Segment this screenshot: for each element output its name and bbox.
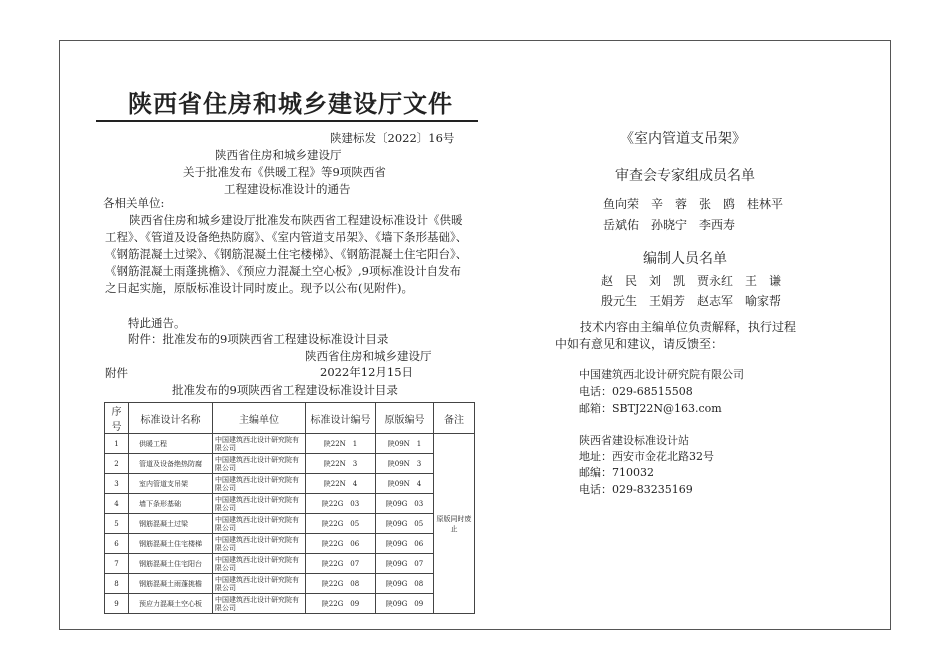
standard-name: 室内管道支吊架 — [129, 474, 213, 494]
appendix-label: 附件 — [105, 366, 128, 380]
standard-code: 陕22G 03 — [306, 494, 376, 514]
row-number: 5 — [105, 514, 129, 534]
editor-unit: 中国建筑西北设计研究院有限公司 — [213, 554, 306, 574]
org2-address: 地址：西安市金花北路32号 — [579, 450, 714, 463]
column-header: 主编单位 — [213, 403, 306, 434]
editor-members-line2: 殷元生 王娟芳 赵志军 喻家帮 — [601, 294, 782, 308]
original-code: 陕09N 3 — [376, 454, 434, 474]
standard-code: 陕22N 1 — [306, 434, 376, 454]
tech-note-line1: 技术内容由主编单位负责解释，执行过程 — [580, 320, 797, 334]
standards-table — [104, 402, 475, 614]
standard-code: 陕22G 09 — [306, 594, 376, 614]
table-row — [105, 554, 475, 574]
editor-unit: 中国建筑西北设计研究院有限公司 — [213, 574, 306, 594]
notice-title-line2: 工程建设标准设计的通告 — [224, 182, 351, 196]
table-row — [105, 514, 475, 534]
issuer: 陕西省住房和城乡建设厅 — [215, 148, 342, 162]
standard-code: 陕22G 05 — [306, 514, 376, 534]
editor-unit: 中国建筑西北设计研究院有限公司 — [213, 514, 306, 534]
standard-name: 钢筋混凝土住宅楼梯 — [129, 534, 213, 554]
issue-date: 2022年12月15日 — [320, 365, 414, 379]
editor-unit: 中国建筑西北设计研究院有限公司 — [213, 434, 306, 454]
salutation: 各相关单位: — [103, 196, 165, 210]
table-header-row — [105, 403, 475, 434]
remark-cell: 原版同时废止 — [434, 434, 475, 614]
standard-code: 陕22N 3 — [306, 454, 376, 474]
column-header: 标准设计名称 — [129, 403, 213, 434]
editor-unit: 中国建筑西北设计研究院有限公司 — [213, 454, 306, 474]
table-row — [105, 434, 475, 454]
row-number: 3 — [105, 474, 129, 494]
original-code: 陕09N 4 — [376, 474, 434, 494]
row-number: 2 — [105, 454, 129, 474]
standard-code: 陕22G 07 — [306, 554, 376, 574]
table-title: 批准发布的9项陕西省工程建设标准设计目录 — [172, 383, 398, 397]
table-row — [105, 534, 475, 554]
original-code: 陕09N 1 — [376, 434, 434, 454]
org2-phone: 电话：029-83235169 — [579, 483, 693, 496]
row-number: 8 — [105, 574, 129, 594]
standard-name: 钢筋混凝土过梁 — [129, 514, 213, 534]
doc-number: 陕建标发〔2022〕16号 — [330, 131, 455, 145]
row-number: 7 — [105, 554, 129, 574]
original-code: 陕09G 08 — [376, 574, 434, 594]
column-header: 标准设计编号 — [306, 403, 376, 434]
header-rule — [96, 120, 478, 122]
original-code: 陕09G 06 — [376, 534, 434, 554]
review-heading: 审查会专家组成员名单 — [615, 168, 755, 184]
org2-name: 陕西省建设标准设计站 — [579, 434, 689, 447]
standard-code: 陕22G 06 — [306, 534, 376, 554]
review-members-line2: 岳斌佑 孙晓宁 李西寿 — [603, 218, 736, 232]
original-code: 陕09G 03 — [376, 494, 434, 514]
tech-note-line2: 中如有意见和建议，请反馈至： — [555, 337, 724, 351]
standard-code: 陕22N 4 — [306, 474, 376, 494]
original-code: 陕09G 05 — [376, 514, 434, 534]
signature: 陕西省住房和城乡建设厅 — [305, 349, 432, 363]
org1-name: 中国建筑西北设计研究院有限公司 — [579, 368, 744, 381]
column-header: 备注 — [434, 403, 475, 434]
book-title: 《室内管道支吊架》 — [620, 131, 746, 147]
editor-heading: 编制人员名单 — [643, 251, 727, 267]
column-header: 序号 — [105, 403, 129, 434]
attachment-line: 附件：批准发布的9项陕西省工程建设标准设计目录 — [128, 332, 389, 346]
row-number: 4 — [105, 494, 129, 514]
editor-unit: 中国建筑西北设计研究院有限公司 — [213, 534, 306, 554]
org1-phone: 电话：029-68515508 — [579, 385, 693, 398]
table-row — [105, 494, 475, 514]
notice-body: 陕西省住房和城乡建设厅批准发布陕西省工程建设标准设计《供暖工程》、《管道及设备绝热防腐》、《室内管道支吊架》、《墙下条形基础》、《钢筋混凝土过梁》、《钢筋混凝土住宅楼梯》、《钢筋混凝土住宅阳台》、《钢筋混凝土雨蓬挑檐》、《预应力混凝土空心板》,9项标准设计自发布之日起实施，原版标准设计同时废止。现予以公布(见附件)。 — [105, 213, 468, 295]
table-row — [105, 574, 475, 594]
standard-name: 供暖工程 — [129, 434, 213, 454]
original-code: 陕09G 07 — [376, 554, 434, 574]
original-code: 陕09G 09 — [376, 594, 434, 614]
document-header: 陕西省住房和城乡建设厅文件 — [128, 89, 453, 118]
standard-name: 钢筋混凝土住宅阳台 — [129, 554, 213, 574]
table-row — [105, 474, 475, 494]
standard-name: 墙下条形基础 — [129, 494, 213, 514]
row-number: 9 — [105, 594, 129, 614]
row-number: 6 — [105, 534, 129, 554]
editor-unit: 中国建筑西北设计研究院有限公司 — [213, 494, 306, 514]
table-row — [105, 594, 475, 614]
org2-postcode: 邮编：710032 — [579, 466, 654, 479]
standard-name: 管道及设备绝热防腐 — [129, 454, 213, 474]
standard-code: 陕22G 08 — [306, 574, 376, 594]
row-number: 1 — [105, 434, 129, 454]
column-header: 原版编号 — [376, 403, 434, 434]
closing-notice: 特此通告。 — [128, 316, 186, 330]
table-row — [105, 454, 475, 474]
editor-members-line1: 赵 民 刘 凯 贾永红 王 谦 — [601, 274, 782, 288]
notice-title-line1: 关于批准发布《供暖工程》等9项陕西省 — [183, 165, 386, 179]
review-members-line1: 鱼向荣 辛 蓉 张 鸥 桂林平 — [603, 197, 784, 211]
standard-name: 钢筋混凝土雨蓬挑檐 — [129, 574, 213, 594]
editor-unit: 中国建筑西北设计研究院有限公司 — [213, 474, 306, 494]
standard-name: 预应力混凝土空心板 — [129, 594, 213, 614]
editor-unit: 中国建筑西北设计研究院有限公司 — [213, 594, 306, 614]
org1-email: 邮箱：SBTJ22N@163.com — [579, 402, 722, 415]
